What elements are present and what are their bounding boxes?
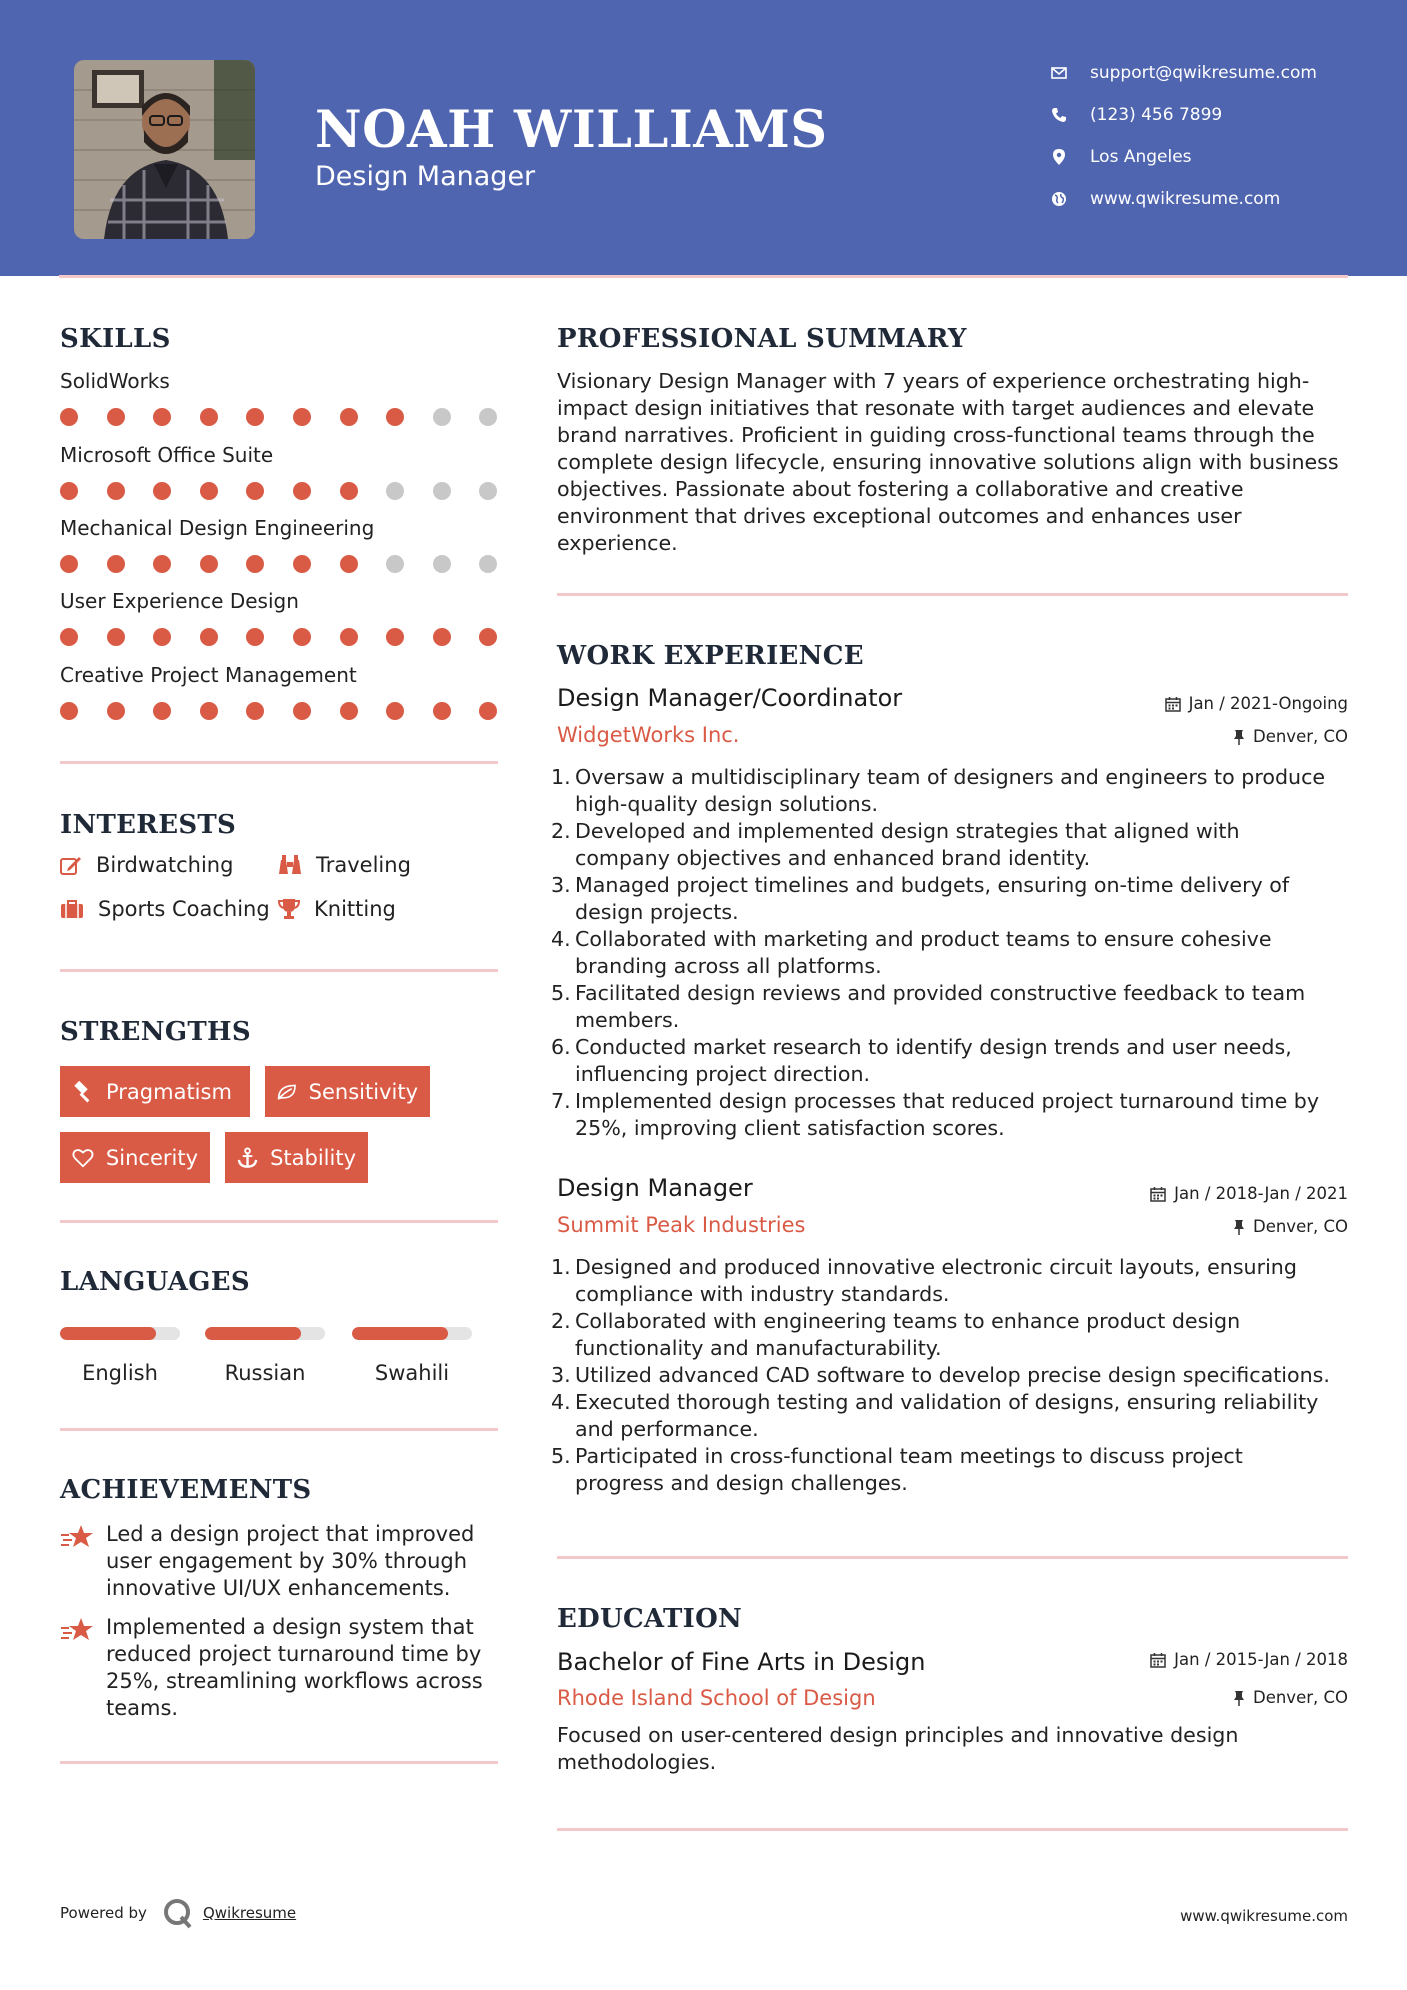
skill-dot-filled — [200, 408, 218, 426]
skill-dot-filled — [479, 628, 497, 646]
achievement-line: Led a design project that improved — [106, 1522, 475, 1546]
phone-icon — [1050, 106, 1068, 124]
skill-dot-filled — [293, 702, 311, 720]
education-location — [1233, 1688, 1348, 1707]
skill-dot-filled — [386, 408, 404, 426]
responsibility-item: 1. Oversaw a multidisciplinary team of designers and engineers to produce high-quality design solutions. — [551, 765, 1326, 816]
skill-dot-filled — [246, 555, 264, 573]
summary-line: brand narratives. Proficient in guiding cross-functional teams through the — [557, 423, 1315, 447]
contact-location — [1050, 136, 1317, 178]
qwikresume-link[interactable]: Qwikresume — [202, 1904, 297, 1922]
skill-dot-filled — [293, 482, 311, 500]
interest-label: Sports Coaching — [98, 897, 270, 921]
contact-email-text: support@qwikresume.com — [1090, 63, 1317, 83]
responsibility-item: 7. Implemented design processes that reduced project turnaround time by 25%, improving client satisfaction scores. — [551, 1089, 1320, 1140]
job-location — [1233, 727, 1348, 746]
language-bar-fill — [60, 1327, 156, 1340]
summary-line: environment that drives exceptional outcomes and enhances user — [557, 504, 1242, 528]
heart-icon — [72, 1147, 94, 1169]
job-location-text: Denver, CO — [1252, 727, 1348, 746]
strength-label: Sensitivity — [308, 1079, 418, 1104]
responsibility-item: 5. Participated in cross-functional team meetings to discuss project progress and design challenges. — [551, 1444, 1243, 1495]
skill-name: User Experience Design — [60, 589, 299, 613]
strength-tag — [60, 1066, 250, 1117]
skill-rating — [60, 628, 500, 648]
summary-text — [557, 368, 1357, 557]
skill-rating — [60, 702, 500, 722]
calendar-icon — [1150, 1652, 1166, 1668]
language-item — [205, 1327, 325, 1385]
skill-dot-filled — [340, 628, 358, 646]
map-pin-icon — [1050, 148, 1068, 166]
strength-label: Pragmatism — [106, 1079, 232, 1104]
pushpin-icon — [1233, 1690, 1245, 1706]
section-divider — [557, 593, 1348, 596]
section-divider — [60, 1220, 498, 1223]
responsibility-item: 5. Facilitated design reviews and provided constructive feedback to team members. — [551, 981, 1306, 1032]
strengths-heading: STRENGTHS — [60, 1017, 251, 1047]
skill-dot-filled — [340, 482, 358, 500]
education-heading: EDUCATION — [557, 1604, 743, 1634]
footer-website[interactable]: www.qwikresume.com — [1180, 1907, 1348, 1925]
achievement-line: 25%, streamlining workflows across — [106, 1669, 483, 1693]
responsibility-item: 4. Executed thorough testing and validation of designs, ensuring reliability and performance. — [551, 1390, 1319, 1441]
skill-dot-filled — [60, 555, 78, 573]
language-bar — [60, 1327, 180, 1340]
job-title: Design Manager/Coordinator — [557, 684, 903, 712]
skill-dot-filled — [200, 628, 218, 646]
profile-photo — [74, 60, 255, 239]
gavel-icon — [72, 1081, 94, 1103]
skill-dot-filled — [340, 702, 358, 720]
qwikresume-logo-icon — [161, 1896, 195, 1930]
job-responsibilities — [551, 764, 1357, 1142]
contact-email[interactable] — [1050, 52, 1317, 94]
language-name: Swahili — [374, 1361, 450, 1385]
achievement-text — [106, 1614, 483, 1722]
responsibility-item: 4. Collaborated with marketing and product teams to ensure cohesive branding across all platforms. — [551, 927, 1272, 978]
calendar-icon — [1150, 1186, 1166, 1202]
anchor-icon — [237, 1147, 258, 1169]
language-item — [60, 1327, 180, 1385]
section-divider — [60, 1761, 498, 1764]
job-dates-text: Jan / 2021-Ongoing — [1188, 694, 1348, 713]
pushpin-icon — [1233, 729, 1245, 745]
interest-item — [278, 853, 411, 877]
skill-dot-filled — [246, 408, 264, 426]
contact-phone-text: (123) 456 7899 — [1090, 105, 1223, 125]
powered-by-text: Powered by — [60, 1904, 147, 1922]
skill-dot-filled — [60, 702, 78, 720]
language-bar — [205, 1327, 325, 1340]
job-location — [1233, 1217, 1348, 1236]
achievement-item — [60, 1614, 500, 1722]
skill-dot-filled — [386, 628, 404, 646]
responsibility-item: 2. Collaborated with engineering teams to enhance product design functionality and manufacturability. — [551, 1309, 1241, 1360]
achievement-line: innovative UI/UX enhancements. — [106, 1576, 451, 1600]
interest-item — [60, 897, 270, 921]
skill-dot-filled — [60, 628, 78, 646]
skill-dot-filled — [200, 555, 218, 573]
skill-dot-filled — [293, 555, 311, 573]
education-line: Focused on user-centered design principles and innovative design — [557, 1723, 1239, 1747]
job-dates — [1165, 694, 1348, 713]
interests-heading: INTERESTS — [60, 810, 237, 840]
education-dates-text: Jan / 2015-Jan / 2018 — [1174, 1650, 1348, 1669]
achievement-item — [60, 1521, 500, 1602]
pencil-square-icon — [60, 855, 82, 875]
skill-dot-filled — [107, 555, 125, 573]
achievement-text — [106, 1521, 474, 1602]
summary-line: Visionary Design Manager with 7 years of experience orchestrating high- — [557, 369, 1310, 393]
achievement-line: reduced project turnaround time by — [106, 1642, 482, 1666]
achievement-line: Implemented a design system that — [106, 1615, 474, 1639]
skill-dot-empty — [433, 408, 451, 426]
skills-heading: SKILLS — [60, 324, 171, 354]
education-location-text: Denver, CO — [1252, 1688, 1348, 1707]
section-divider — [557, 1556, 1348, 1559]
company-name: WidgetWorks Inc. — [557, 723, 740, 747]
leaf-icon — [277, 1082, 297, 1102]
skill-dot-empty — [433, 555, 451, 573]
skill-dot-filled — [153, 482, 171, 500]
responsibility-item: 1. Designed and produced innovative electronic circuit layouts, ensuring compliance with industry standards. — [551, 1255, 1297, 1306]
header-divider — [59, 275, 1348, 278]
interest-label: Knitting — [314, 897, 396, 921]
language-bar-fill — [352, 1327, 448, 1340]
contact-website-text: www.qwikresume.com — [1090, 189, 1281, 209]
contact-phone[interactable] — [1050, 94, 1317, 136]
skill-dot-filled — [153, 628, 171, 646]
skill-item — [60, 515, 500, 575]
degree-title: Bachelor of Fine Arts in Design — [557, 1648, 926, 1676]
skill-name: Microsoft Office Suite — [60, 443, 274, 467]
skill-name: SolidWorks — [60, 369, 170, 393]
job-dates-text: Jan / 2018-Jan / 2021 — [1174, 1184, 1348, 1203]
skill-dot-filled — [153, 702, 171, 720]
achievement-line: teams. — [106, 1696, 179, 1720]
skill-item — [60, 588, 500, 648]
skill-dot-filled — [60, 482, 78, 500]
summary-heading: PROFESSIONAL SUMMARY — [557, 324, 967, 354]
skill-dot-empty — [386, 482, 404, 500]
summary-line: impact design initiatives that resonate with target audiences and elevate — [557, 396, 1315, 420]
briefcase-icon — [60, 899, 84, 919]
strength-tag — [60, 1132, 210, 1183]
skill-rating — [60, 482, 500, 502]
language-bar — [352, 1327, 472, 1340]
skill-dot-filled — [107, 628, 125, 646]
footer-branding — [60, 1896, 296, 1930]
job-responsibilities — [551, 1254, 1357, 1497]
skill-dot-filled — [293, 408, 311, 426]
strength-label: Stability — [270, 1145, 356, 1170]
skill-dot-empty — [386, 555, 404, 573]
interest-item — [60, 853, 233, 877]
section-divider — [60, 761, 498, 764]
achievements-heading: ACHIEVEMENTS — [60, 1475, 312, 1505]
skill-rating — [60, 408, 500, 428]
language-name: English — [82, 1361, 158, 1385]
skill-item — [60, 662, 500, 722]
strength-label: Sincerity — [105, 1145, 198, 1170]
skill-dot-filled — [433, 628, 451, 646]
candidate-title: Design Manager — [315, 161, 536, 192]
pushpin-icon — [1233, 1219, 1245, 1235]
skill-dot-empty — [479, 555, 497, 573]
school-name: Rhode Island School of Design — [557, 1686, 876, 1710]
responsibility-item: 2. Developed and implemented design strategies that aligned with company objectives and enhanced brand identity. — [551, 819, 1240, 870]
skill-dot-filled — [433, 702, 451, 720]
contact-list — [1050, 52, 1317, 220]
section-divider — [557, 1828, 1348, 1831]
responsibility-item: 6. Conducted market research to identify design trends and user needs, influencing project direction. — [551, 1035, 1292, 1086]
skill-dot-filled — [386, 702, 404, 720]
skill-dot-filled — [340, 408, 358, 426]
shooting-star-icon — [60, 1616, 94, 1644]
language-bar-fill — [205, 1327, 301, 1340]
job-title: Design Manager — [557, 1174, 753, 1202]
language-name: Russian — [224, 1361, 306, 1385]
job-location-text: Denver, CO — [1252, 1217, 1348, 1236]
trophy-icon — [278, 898, 300, 920]
skill-dot-filled — [107, 482, 125, 500]
globe-icon — [1050, 190, 1068, 208]
skill-item — [60, 368, 500, 428]
skill-rating — [60, 555, 500, 575]
skill-name: Mechanical Design Engineering — [60, 516, 375, 540]
skill-dot-filled — [340, 555, 358, 573]
skill-dot-filled — [60, 408, 78, 426]
skill-dot-filled — [107, 408, 125, 426]
calendar-icon — [1165, 696, 1181, 712]
interest-item — [278, 897, 396, 921]
skill-dot-filled — [246, 702, 264, 720]
skill-dot-empty — [433, 482, 451, 500]
education-line: methodologies. — [557, 1750, 717, 1774]
experience-heading: WORK EXPERIENCE — [557, 641, 864, 671]
achievement-line: user engagement by 30% through — [106, 1549, 468, 1573]
skill-dot-filled — [246, 628, 264, 646]
skill-dot-filled — [153, 555, 171, 573]
skill-dot-filled — [246, 482, 264, 500]
languages-heading: LANGUAGES — [60, 1267, 250, 1297]
skill-dot-empty — [479, 408, 497, 426]
envelope-icon — [1050, 64, 1068, 82]
interest-label: Birdwatching — [96, 853, 234, 877]
job-dates — [1150, 1184, 1348, 1203]
shooting-star-icon — [60, 1523, 94, 1551]
strength-tag — [225, 1132, 368, 1183]
skill-dot-filled — [200, 702, 218, 720]
skill-dot-filled — [153, 408, 171, 426]
summary-line: experience. — [557, 531, 678, 555]
skill-dot-filled — [107, 702, 125, 720]
binoculars-icon — [278, 854, 302, 876]
summary-line: complete design lifecycle, ensuring innovative solutions align with business — [557, 450, 1339, 474]
resume-header — [0, 0, 1407, 276]
candidate-name: NOAH WILLIAMS — [315, 100, 828, 160]
strength-tag — [265, 1066, 430, 1117]
company-name: Summit Peak Industries — [557, 1213, 806, 1237]
skill-name: Creative Project Management — [60, 663, 357, 687]
language-item — [352, 1327, 472, 1385]
education-dates — [1150, 1650, 1348, 1669]
section-divider — [60, 1428, 498, 1431]
education-description — [557, 1722, 1357, 1776]
section-divider — [60, 969, 498, 972]
skill-item — [60, 442, 500, 502]
contact-location-text: Los Angeles — [1090, 147, 1192, 167]
skill-dot-filled — [200, 482, 218, 500]
contact-website[interactable] — [1050, 178, 1317, 220]
skill-dot-empty — [479, 482, 497, 500]
summary-line: objectives. Passionate about fostering a collaborative and creative — [557, 477, 1244, 501]
responsibility-item: 3. Utilized advanced CAD software to develop precise design specifications. — [551, 1363, 1330, 1387]
skill-dot-filled — [479, 702, 497, 720]
interest-label: Traveling — [316, 853, 411, 877]
skill-dot-filled — [293, 628, 311, 646]
responsibility-item: 3. Managed project timelines and budgets, ensuring on-time delivery of design projects. — [551, 873, 1290, 924]
